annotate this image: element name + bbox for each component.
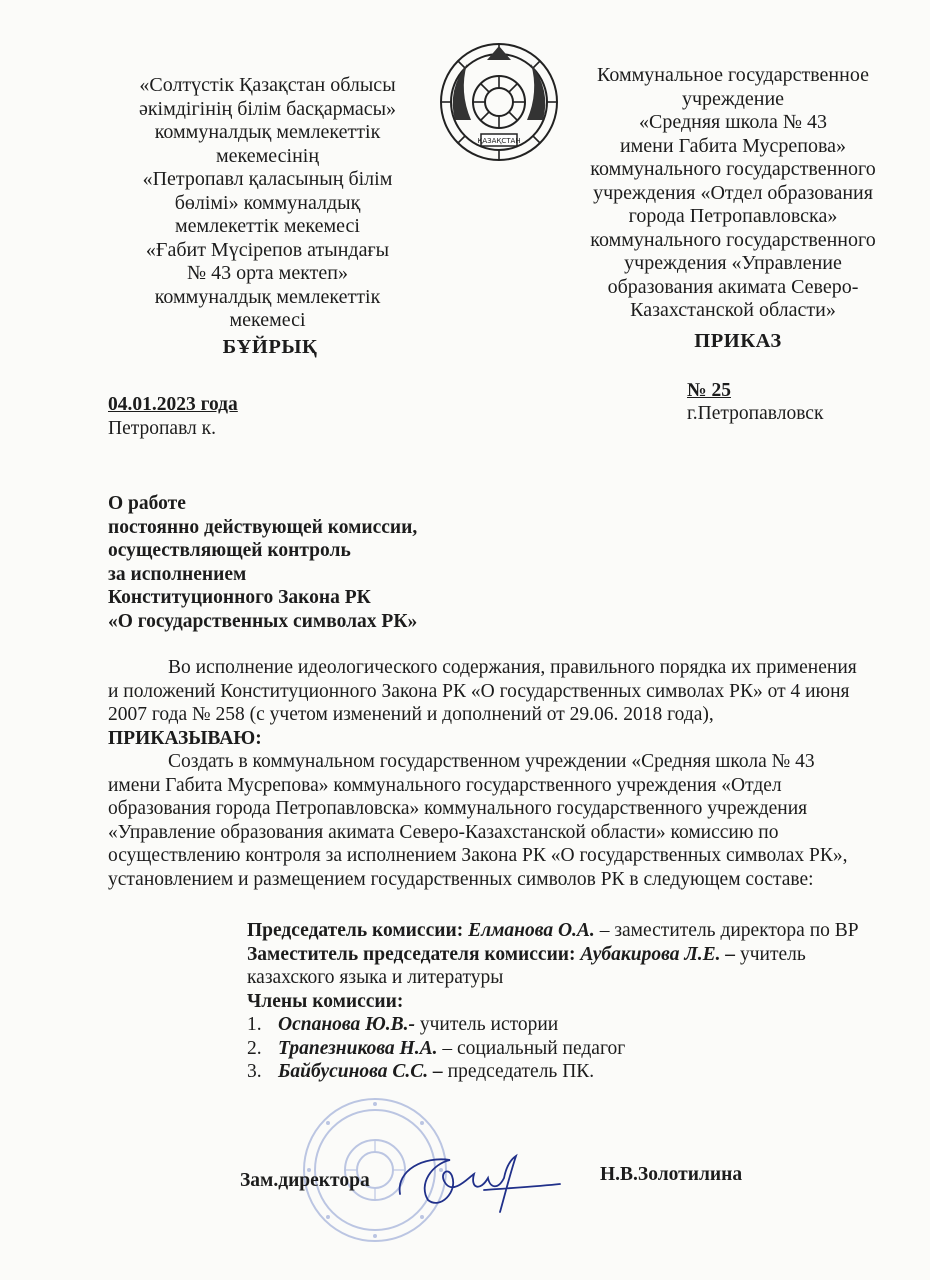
order-keyword: ПРИКАЗЫВАЮ: <box>108 727 262 749</box>
header-left-line: мекемесі <box>229 309 306 331</box>
list-item: 3. Байбусинова С.С. – председатель ПК. <box>247 1061 595 1082</box>
order-body <box>108 656 870 891</box>
members-label: Члены комиссии: <box>247 990 404 1012</box>
header-left-line: мекемесінің <box>215 144 320 167</box>
header-left-line: әкімдігінің білім басқармасы» <box>138 97 397 120</box>
header-left-line: «Солтүстік Қазақстан облысы <box>139 74 396 96</box>
order-date: 04.01.2023 года <box>108 394 238 415</box>
header-left-kz <box>115 74 420 333</box>
commission-list <box>247 919 872 1084</box>
title-kz: БҰЙРЫҚ <box>222 336 318 358</box>
header-left-line: коммуналдық мемлекеттік <box>154 121 381 143</box>
state-emblem-icon <box>437 40 561 164</box>
order-number: № 25 <box>687 380 731 401</box>
header-right-line: коммунального государственного <box>590 228 876 251</box>
header-right-line: имени Габита Мусрепова» <box>619 134 847 157</box>
order-subject <box>108 492 417 633</box>
commission-deputy: Заместитель председателя комиссии: Аубакирова Л.Е. – учитель казахского языка и литературы <box>247 943 806 988</box>
header-left-line: мемлекеттік мекемесі <box>175 215 360 237</box>
preamble-paragraph <box>108 656 870 750</box>
subject-line: за исполнением <box>108 563 247 585</box>
subject-line: постоянно действующей комиссии, <box>108 516 418 538</box>
order-paragraph: Создать в коммунальном государственном учреждении «Средняя школа № 43 имени Габита Мусрепова» коммунального государственного учреждения «Отдел образования города Петропавловска» коммунального государственного учреждения «Управление образования акимата Северо-Казахстанской области» комиссию по осуществлению контроля за исполнением Закона РК «О государственных символах РК», установлением и размещением государственных символов РК в следующем составе: <box>108 751 848 890</box>
header-right-line: Коммунальное государственное <box>597 64 869 86</box>
header-left-line: «Ғабит Мүсірепов атындағы <box>145 238 390 261</box>
subject-line: Конституционного Закона РК <box>108 587 371 608</box>
header-right-line: учреждения «Управление <box>624 252 842 274</box>
members-list <box>247 1013 872 1084</box>
header-left-line: коммуналдық мемлекеттік <box>154 285 381 308</box>
header-right-line: учреждение <box>681 87 785 110</box>
preamble-text: Во исполнение идеологического содержания, правильного порядка их применения и положений Конституционного Закона РК «О государственных символах РК» от 4 июня 2007 года № 258 (с учетом изменений и дополнений от 29.06. 2018 года), <box>108 657 857 725</box>
list-item: 1. Оспанова Ю.В.- учитель истории <box>247 1014 559 1035</box>
header-left-line: № 43 орта мектеп» <box>187 262 348 284</box>
deputy-name: Аубакирова Л.Е. – <box>580 943 736 965</box>
chair-name: Елманова О.А. <box>468 920 595 941</box>
city-kz: Петропавл к. <box>108 418 216 439</box>
header-right-line: коммунального государственного <box>590 158 876 180</box>
subject-line: О работе <box>108 493 186 514</box>
signature-position: Зам.директора <box>240 1170 370 1191</box>
handwritten-signature <box>392 1148 567 1218</box>
subject-line: осуществляющей контроль <box>108 540 351 561</box>
header-right-line: Казахстанской области» <box>630 299 836 321</box>
header-right-line: учреждения «Отдел образования <box>593 181 873 204</box>
subject-line: «О государственных символах РК» <box>108 610 418 632</box>
title-ru: ПРИКАЗ <box>694 330 782 352</box>
emblem-label: ҚАЗАҚСТАН <box>477 137 521 145</box>
city-ru: г.Петропавловск <box>687 403 824 424</box>
header-left-line: «Петропавл қаласының білім <box>142 168 393 190</box>
signatory-name: Н.В.Золотилина <box>600 1164 743 1185</box>
header-right-line: «Средняя школа № 43 <box>638 111 827 133</box>
commission-chair: Председатель комиссии: Елманова О.А. – заместитель директора по ВР <box>247 920 859 941</box>
list-item: 2. Трапезникова Н.А. – социальный педагог <box>247 1037 626 1059</box>
header-left-line: бөлімі» коммуналдық <box>174 191 361 214</box>
header-right-ru <box>568 64 898 323</box>
header-right-line: образования акимата Северо- <box>607 275 859 298</box>
header-right-line: города Петропавловска» <box>628 205 838 227</box>
